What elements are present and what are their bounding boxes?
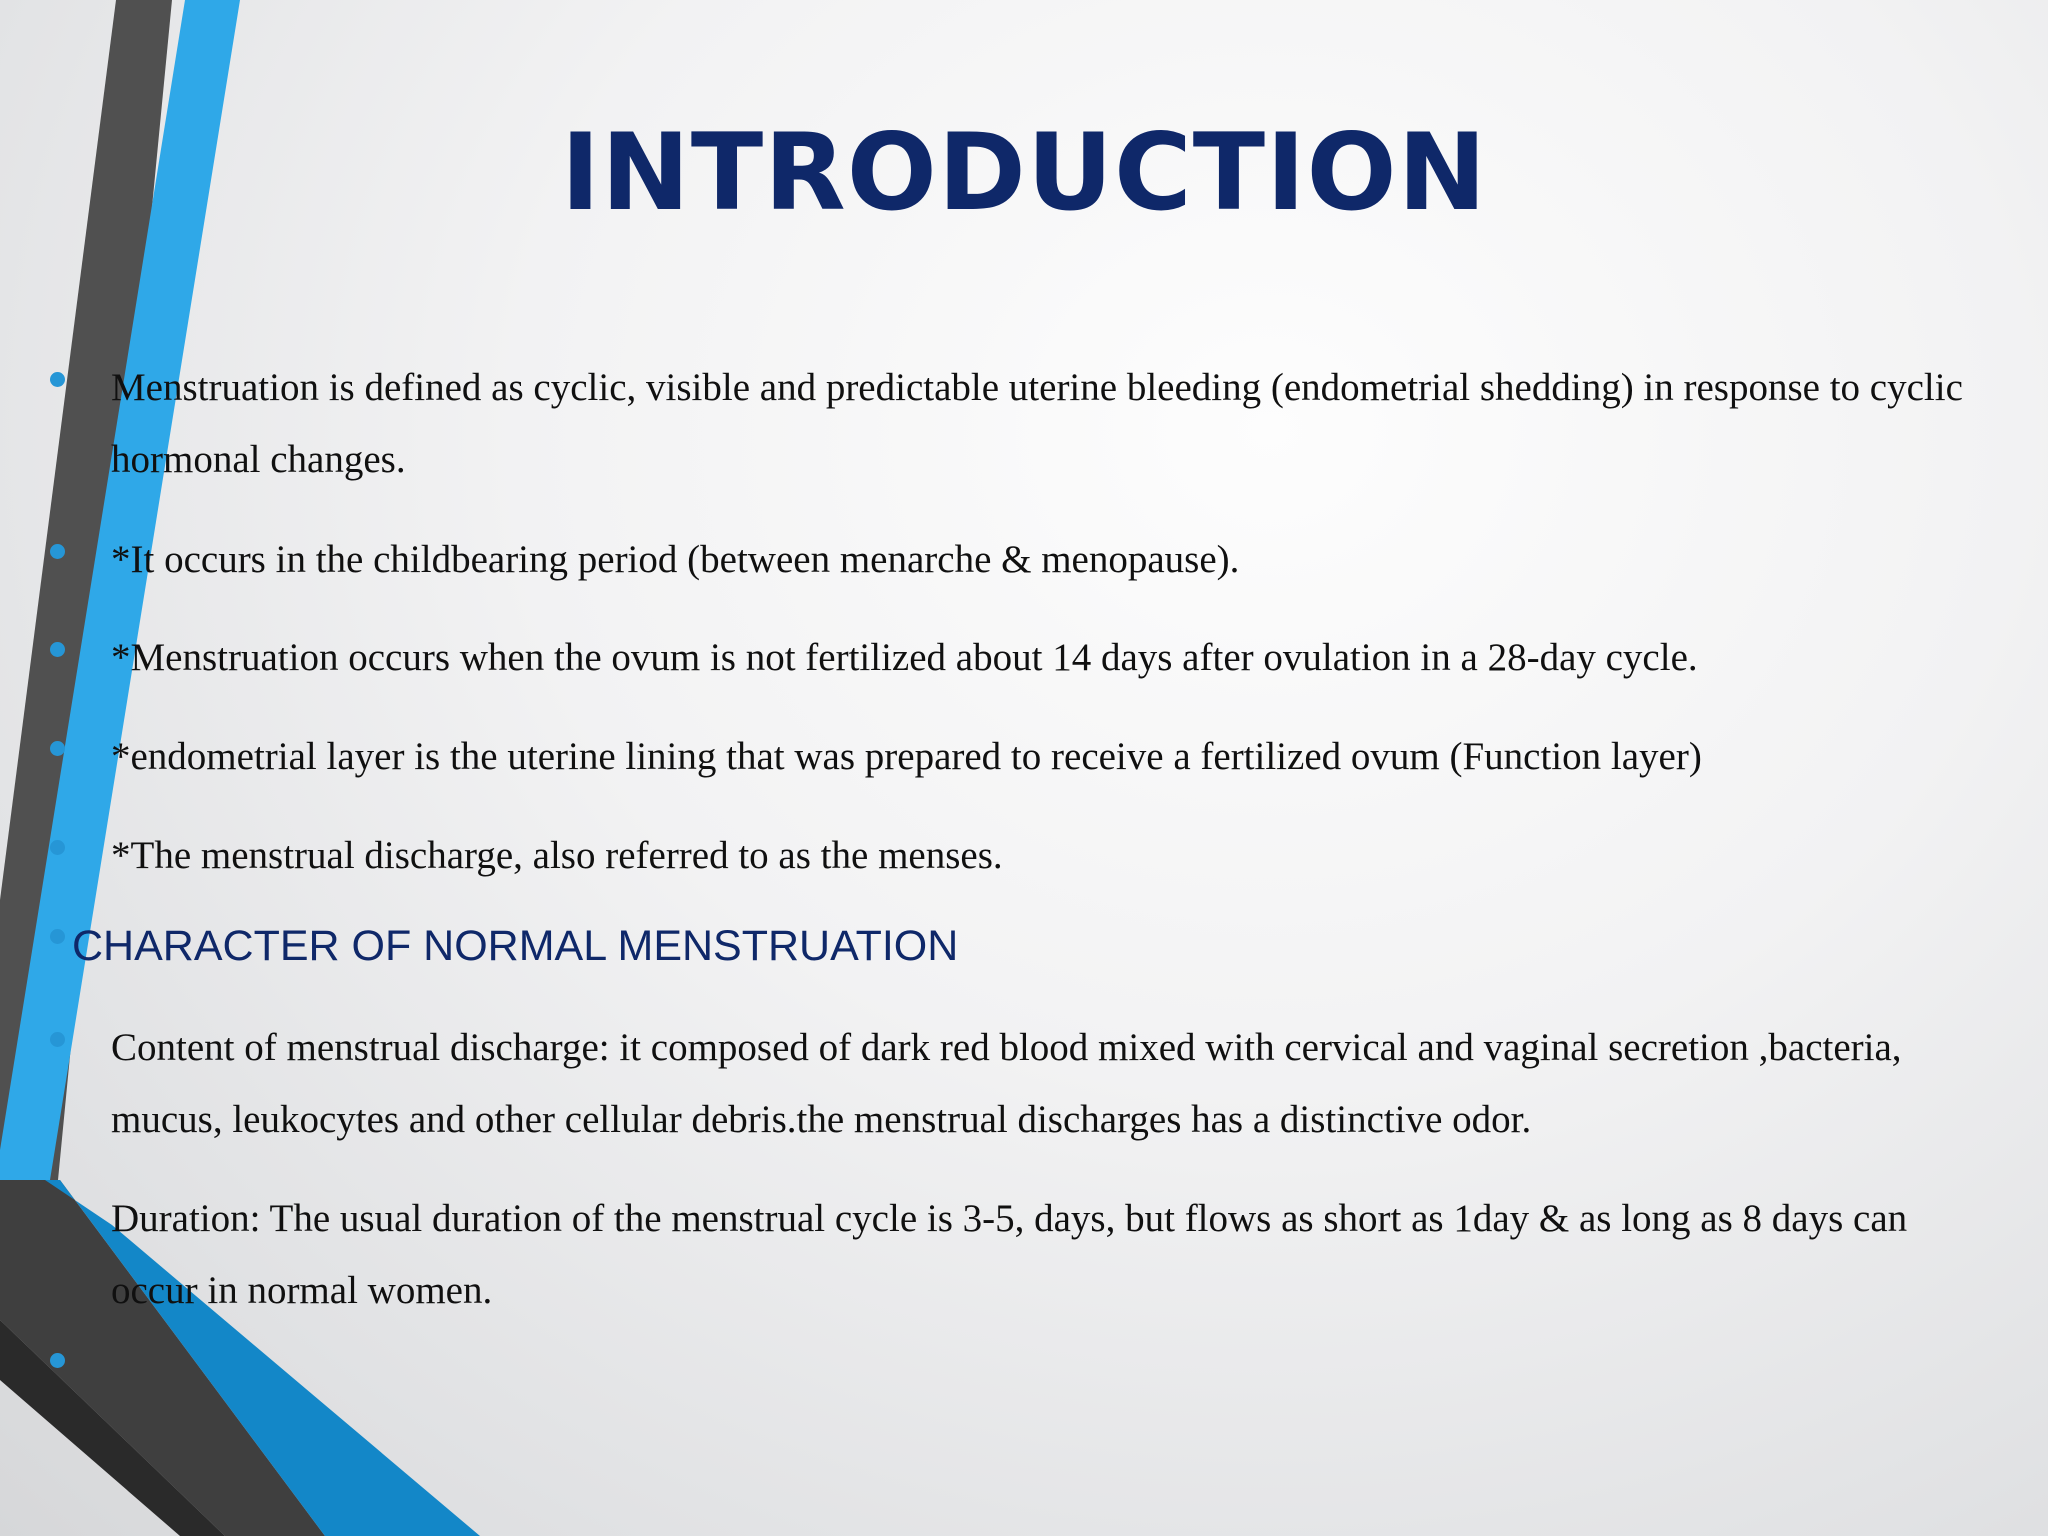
bullet-icon [50,741,65,756]
bullet-definition: Menstruation is defined as cyclic, visible and predictable uterine bleeding (endometrial shedding) in response to cyclic hormonal changes. [111,366,1963,481]
page-title: INTRODUCTION [560,111,1488,234]
bullet-childbearing: *It occurs in the childbearing period (between menarche & menopause). [111,538,1240,581]
bullet-menses: *The menstrual discharge, also referred to as the menses. [111,834,1003,877]
bullet-icon [50,1353,65,1368]
section-heading: CHARACTER OF NORMAL MENSTRUATION [72,922,959,970]
bullet-icon [50,544,65,559]
bullet-icon [50,929,65,944]
bullet-icon [50,642,65,657]
section-item-duration: Duration: The usual duration of the menstrual cycle is 3-5, days, but flows as short as 1day & as long as 8 days can occur in normal women. [111,1197,1908,1312]
bullet-ovum: *Menstruation occurs when the ovum is not fertilized about 14 days after ovulation in a 28-day cycle. [111,636,1698,679]
bullet-endometrial: *endometrial layer is the uterine lining that was prepared to receive a fertilized ovum (Function layer) [111,735,1702,778]
bullet-icon [50,372,65,387]
bullet-icon [50,1032,65,1047]
bullet-icon [50,840,65,855]
section-item-content: Content of menstrual discharge: it composed of dark red blood mixed with cervical and vaginal secretion ,bacteria, mucus, leukocytes and other cellular debris.the menstrual discharges has a distinctive odor. [111,1026,1902,1141]
